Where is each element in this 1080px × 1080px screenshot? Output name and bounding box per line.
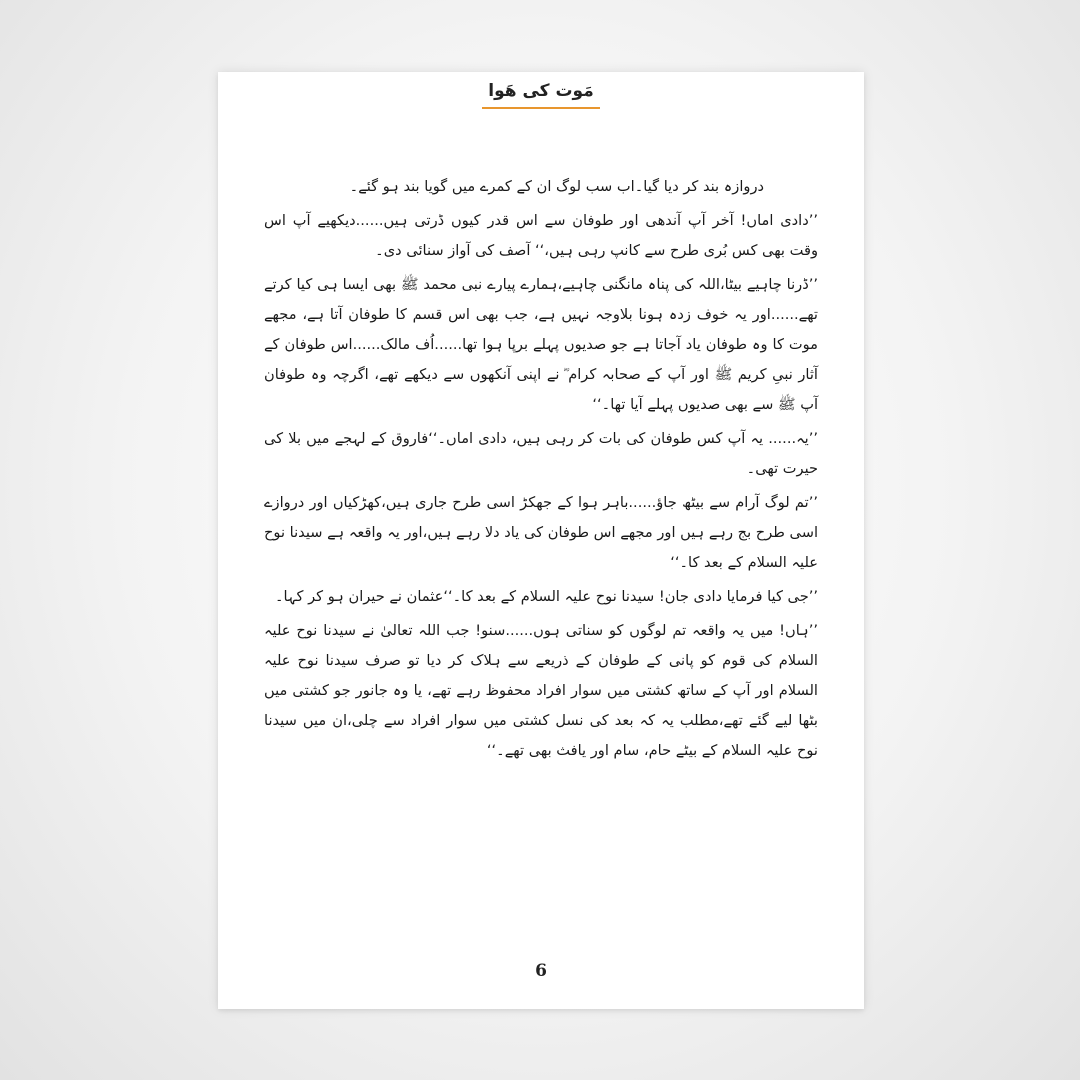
chapter-title: مَوت کی ھَوا	[482, 80, 599, 109]
paragraph-4: ’’یہ...... یہ آپ کس طوفان کی بات کر رہی ہیں، دادی اماں۔‘‘فاروق کے لہجے میں بلا کی حیرت تھی۔	[264, 430, 818, 477]
page-number: 6	[535, 961, 547, 981]
paragraph-7: ’’ہاں! میں یہ واقعہ تم لوگوں کو سناتی ہوں......سنو! جب اللہ تعالیٰ نے سیدنا نوح علیہ السلام کی قوم کو پانی کے طوفان کے ذریعے سے ہلاک کر دیا تو صرف سیدنا نوح علیہ السلام اور آپ کے ساتھ کشتی میں سوار افراد محفوظ رہے تھے، یا وہ جانور جو کشتی میں بٹھا لیے گئے تھے،مطلب یہ کہ بعد کی نسل کشتی میں سوار افراد سے چلی،ان میں سیدنا نوح علیہ السلام کے بیٹے حام، سام اور یافث بھی تھے۔‘‘	[264, 622, 818, 759]
paragraph-2: ’’دادی اماں! آخر آپ آندھی اور طوفان سے اس قدر کیوں ڈرتی ہیں......دیکھیے آپ اس وقت بھی کس بُری طرح سے کانپ رہی ہیں،‘‘ آصف کی آواز سنائی دی۔	[264, 212, 818, 259]
body-text	[264, 172, 818, 770]
book-page	[218, 72, 864, 1009]
paragraph-3: ’’ڈرنا چاہیے بیٹا،اللہ کی پناہ مانگنی چاہیے،ہمارے پیارے نبی محمد ﷺ بھی ایسا ہی کیا کرتے تھے......اور یہ خوف زدہ ہونا بلاوجہ نہیں ہے، جب بھی اس قسم کا طوفان آتا ہے، مجھے موت کا وہ طوفان یاد آجاتا ہے جو صدیوں پہلے برپا ہوا تھا......اُف مالک......اس طوفان کے آثار نبیِ کریم ﷺ اور آپ کے صحابہ کرام ؓ نے اپنی آنکھوں سے دیکھے تھے، اگرچہ وہ طوفان آپ ﷺ سے بھی صدیوں پہلے آیا تھا۔‘‘	[264, 276, 818, 413]
paragraph-1: دروازہ بند کر دیا گیا۔اب سب لوگ ان کے کمرے میں گویا بند ہو گئے۔	[349, 178, 764, 195]
paragraph-5: ’’تم لوگ آرام سے بیٹھ جاؤ......باہر ہوا کے جھکڑ اسی طرح جاری ہیں،کھڑکیاں اور دروازے اسی طرح بج رہے ہیں اور مجھے اس طوفان کی یاد دلا رہے ہیں،اور یہ واقعہ ہے سیدنا نوح علیہ السلام کے بعد کا۔‘‘	[264, 494, 818, 571]
page-header	[218, 80, 864, 109]
paragraph-6: ’’جی کیا فرمایا دادی جان! سیدنا نوح علیہ السلام کے بعد کا۔‘‘عثمان نے حیران ہو کر کہا۔	[274, 588, 818, 605]
